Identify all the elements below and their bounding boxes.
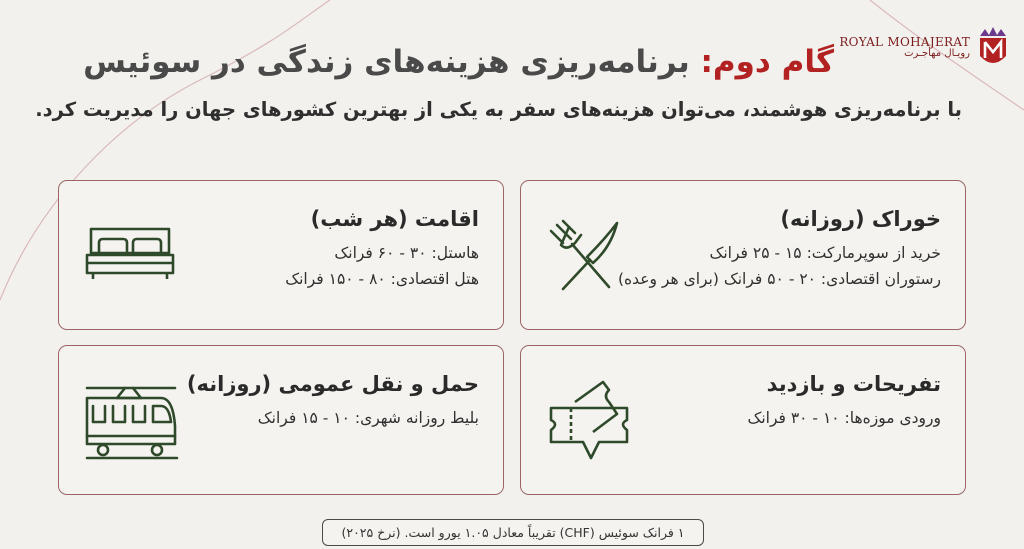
page-title-text: برنامه‌ریزی هزینه‌های زندگی در سوئیس bbox=[83, 44, 690, 80]
card-line: ورودی موزه‌ها: ۱۰ - ۳۰ فرانک bbox=[747, 409, 941, 427]
bed-icon bbox=[85, 223, 175, 283]
currency-footnote: ۱ فرانک سوئیس (CHF) تقریباً معادل ۱.۰۵ یورو است. (نرخ ۲۰۲۵) bbox=[322, 519, 704, 546]
card-line: بلیط روزانه شهری: ۱۰ - ۱۵ فرانک bbox=[257, 409, 479, 427]
card-title: اقامت (هر شب) bbox=[310, 207, 479, 231]
card-line: هاستل: ۳۰ - ۶۰ فرانک bbox=[334, 244, 479, 262]
fork-knife-icon bbox=[547, 217, 627, 297]
crown-shield-icon bbox=[976, 26, 1010, 70]
card-title: حمل و نقل عمومی (روزانه) bbox=[186, 372, 479, 396]
card-food bbox=[520, 180, 966, 330]
card-accommodation bbox=[58, 180, 504, 330]
brand-name-fa: رویـال مهاجـرت bbox=[904, 48, 970, 60]
page-title bbox=[83, 44, 834, 80]
card-title: خوراک (روزانه) bbox=[780, 207, 941, 231]
page-title-accent: گام دوم: bbox=[700, 44, 834, 80]
brand-logo[interactable] bbox=[839, 26, 1010, 70]
card-line: خرید از سوپرمارکت: ۱۵ - ۲۵ فرانک bbox=[709, 244, 941, 262]
card-entertainment bbox=[520, 345, 966, 495]
card-line: رستوران اقتصادی: ۲۰ - ۵۰ فرانک (برای هر وعده) bbox=[617, 270, 941, 288]
page-subtitle: با برنامه‌ریزی هوشمند، می‌توان هزینه‌های سفر به یکی از بهترین کشورهای جهان را مدیریت کرد. bbox=[35, 98, 962, 121]
ticket-icon bbox=[547, 378, 631, 464]
card-transport bbox=[58, 345, 504, 495]
brand-name-en: ROYAL MOHAJERAT bbox=[839, 35, 970, 50]
tram-icon bbox=[85, 382, 179, 462]
card-line: هتل اقتصادی: ۸۰ - ۱۵۰ فرانک bbox=[285, 270, 479, 288]
card-title: تفریحات و بازدید bbox=[766, 372, 941, 396]
